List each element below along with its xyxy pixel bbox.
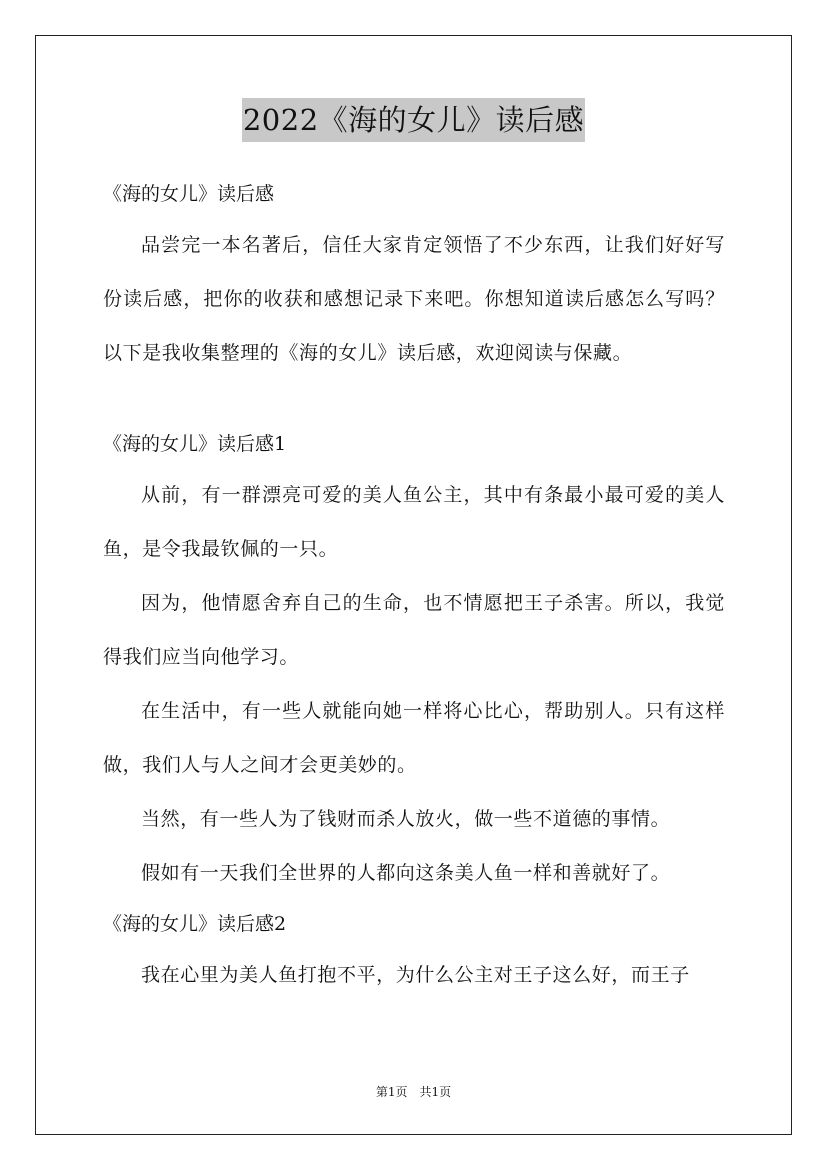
intro-paragraph: 品尝完一本名著后，信任大家肯定领悟了不少东西，让我们好好写份读后感，把你的收获和感想记录下来吧。你想知道读后感怎么写吗？以下是我收集整理的《海的女儿》读后感，欢迎阅读与保藏。	[103, 234, 725, 364]
section1-paragraph: 假如有一天我们全世界的人都向这条美人鱼一样和善就好了。	[141, 862, 671, 884]
section2-heading: 《海的女儿》读后感2	[103, 913, 287, 935]
document-body	[103, 170, 725, 1002]
intro-heading: 《海的女儿》读后感	[103, 183, 275, 205]
page-number: 第1页 共1页	[375, 1085, 452, 1099]
document-title: 2022《海的女儿》读后感	[242, 98, 585, 142]
title-container	[0, 98, 827, 142]
section1-paragraph: 因为，他情愿舍弃自己的生命，也不情愿把王子杀害。所以，我觉得我们应当向他学习。	[103, 592, 725, 668]
section2-paragraph: 我在心里为美人鱼打抱不平，为什么公主对王子这么好，而王子	[141, 964, 690, 986]
section1-heading: 《海的女儿》读后感1	[103, 433, 287, 455]
section1-paragraph: 在生活中，有一些人就能向她一样将心比心，帮助别人。只有这样做，我们人与人之间才会更美妙的。	[103, 700, 725, 776]
section1-paragraph: 当然，有一些人为了钱财而杀人放火，做一些不道德的事情。	[141, 808, 671, 830]
section1-paragraph: 从前，有一群漂亮可爱的美人鱼公主，其中有条最小最可爱的美人鱼，是令我最钦佩的一只。	[103, 484, 725, 560]
page-footer	[0, 1084, 827, 1100]
section-spacer	[103, 380, 725, 420]
